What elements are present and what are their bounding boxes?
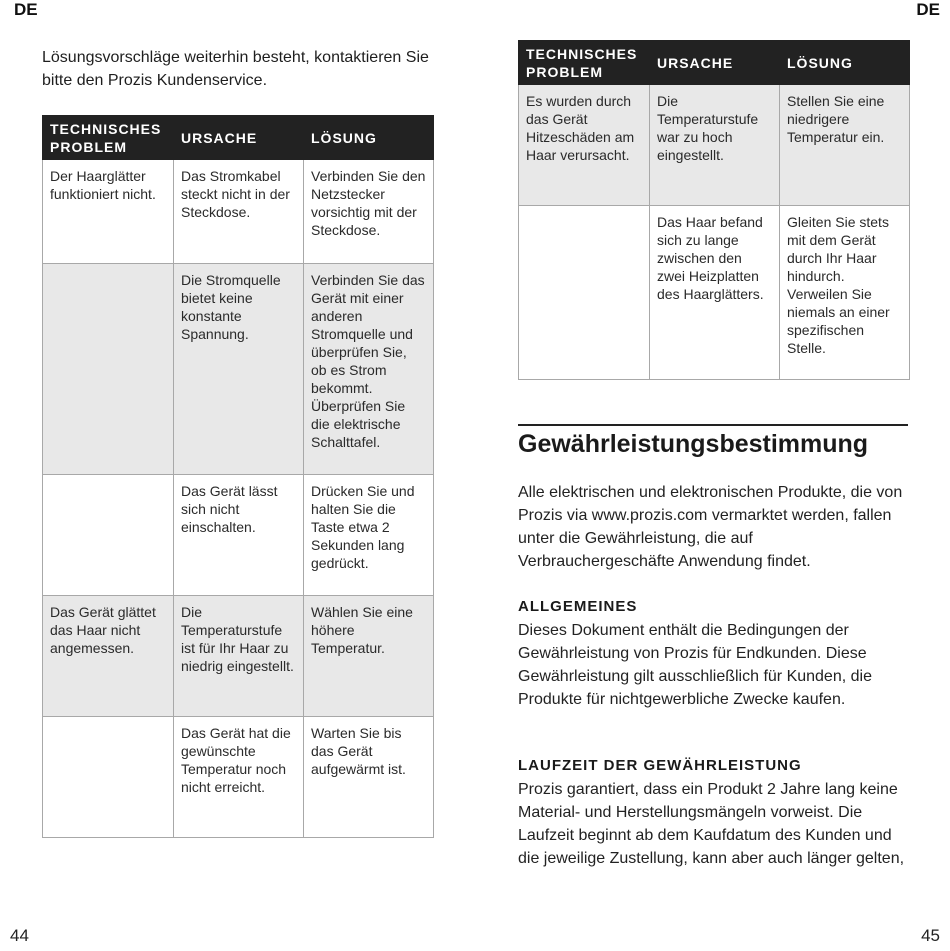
header-solution: LÖSUNG [304, 116, 434, 160]
table-header-row [43, 116, 434, 160]
cell-solution: Gleiten Sie stets mit dem Gerät durch Ihr Haar hindurch. Verweilen Sie niemals an einer spezifischen Stelle. [780, 206, 910, 380]
cell-cause: Das Stromkabel steckt nicht in der Steckdose. [174, 160, 304, 264]
cell-solution: Stellen Sie eine niedrigere Temperatur ein. [780, 85, 910, 206]
intro-text: Lösungsvorschläge weiterhin besteht, kontaktieren Sie bitte den Prozis Kundenservice. [42, 49, 429, 89]
troubleshooting-table-right [518, 40, 910, 380]
cell-problem: Das Gerät glättet das Haar nicht angemessen. [43, 596, 174, 717]
cell-problem: Es wurden durch das Gerät Hitzeschäden am Haar verursacht. [519, 85, 650, 206]
table-header-row [519, 41, 910, 85]
table-row [43, 596, 434, 717]
cell-solution: Drücken Sie und halten Sie die Taste etwa 2 Sekunden lang gedrückt. [304, 475, 434, 596]
language-code-right: DE [916, 0, 940, 19]
section-intro-text: Alle elektrischen und elektronischen Produkte, die von Prozis via www.prozis.com vermarktet werden, fallen unter die Gewährleistung, die auf Verbrauchergeschäfte Anwendung findet. [518, 484, 903, 570]
table-row [519, 85, 910, 206]
table-row [43, 717, 434, 838]
table-row [43, 264, 434, 475]
header-problem: TECHNISCHES PROBLEM [519, 41, 650, 85]
cell-problem [43, 717, 174, 838]
page-number-right: 45 [921, 926, 940, 945]
cell-cause: Das Gerät hat die gewünschte Temperatur noch nicht erreicht. [174, 717, 304, 838]
cell-cause: Die Temperaturstufe ist für Ihr Haar zu niedrig eingestellt. [174, 596, 304, 717]
header-cause: URSACHE [174, 116, 304, 160]
cell-cause: Das Gerät lässt sich nicht einschalten. [174, 475, 304, 596]
duration-heading: LAUFZEIT DER GEWÄHRLEISTUNG [518, 757, 802, 774]
cell-problem [43, 475, 174, 596]
table-row [43, 475, 434, 596]
cell-problem [519, 206, 650, 380]
header-problem: TECHNISCHES PROBLEM [43, 116, 174, 160]
table-row [43, 160, 434, 264]
header-solution: LÖSUNG [780, 41, 910, 85]
language-code-left: DE [14, 0, 38, 19]
table-row [519, 206, 910, 380]
cell-solution: Wählen Sie eine höhere Temperatur. [304, 596, 434, 717]
cell-cause: Die Stromquelle bietet keine konstante Spannung. [174, 264, 304, 475]
section-title: Gewährleistungsbestimmung [518, 430, 869, 458]
cell-problem: Der Haarglätter funktioniert nicht. [43, 160, 174, 264]
cell-cause: Die Temperaturstufe war zu hoch eingestellt. [650, 85, 780, 206]
troubleshooting-table-left [42, 115, 434, 838]
general-heading: ALLGEMEINES [518, 598, 638, 615]
duration-text: Prozis garantiert, dass ein Produkt 2 Jahre lang keine Material- und Herstellungsmängeln vorweist. Die Laufzeit beginnt ab dem Kaufdatum des Kunden und die jeweilige Zustellung, kann aber auch länger gelten, [518, 781, 905, 867]
cell-cause: Das Haar befand sich zu lange zwischen den zwei Heizplatten des Haarglätters. [650, 206, 780, 380]
cell-problem [43, 264, 174, 475]
cell-solution: Warten Sie bis das Gerät aufgewärmt ist. [304, 717, 434, 838]
header-cause: URSACHE [650, 41, 780, 85]
page-number-left: 44 [10, 926, 29, 945]
cell-solution: Verbinden Sie den Netzstecker vorsichtig mit der Steckdose. [304, 160, 434, 264]
section-divider [518, 424, 908, 426]
cell-solution: Verbinden Sie das Gerät mit einer anderen Stromquelle und überprüfen Sie, ob es Strom bekommt. Überprüfen Sie die elektrische Schalttafel. [304, 264, 434, 475]
general-text: Dieses Dokument enthält die Bedingungen der Gewährleistung von Prozis für Endkunden. Diese Gewährleistung gilt ausschließlich für Kunden, die Produkte für nichtgewerbliche Zwecke kaufen. [518, 622, 872, 708]
